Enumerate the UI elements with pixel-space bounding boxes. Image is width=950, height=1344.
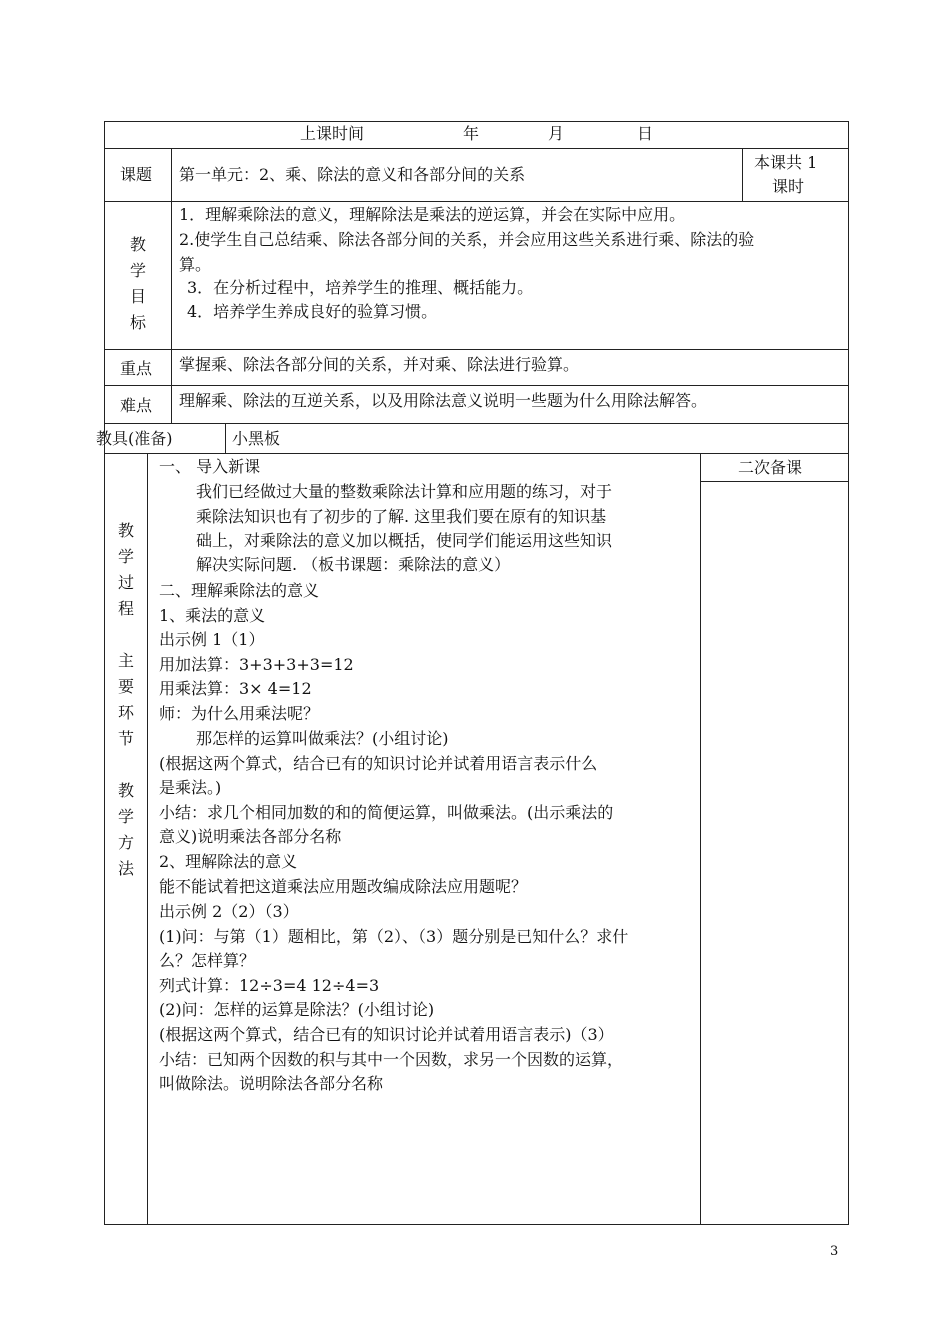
process-line: 师：为什么用乘法呢？ [159, 704, 320, 723]
process-side-spacer [114, 752, 138, 778]
process-line: 一、 导入新课 [159, 457, 261, 476]
goal-line: 算。 [179, 255, 212, 274]
process-side-char: 学 [117, 807, 134, 826]
key-point-label: 重点 [120, 359, 153, 378]
table-rule [104, 148, 849, 149]
table-col-divider [700, 453, 701, 1225]
goal-line: 2.使学生自己总结乘、除法各部分间的关系，并会应用这些关系进行乘、除法的验 [179, 230, 755, 249]
table-rule [104, 349, 849, 350]
key-point-value: 掌握乘、除法各部分间的关系，并对乘、除法进行验算。 [179, 355, 580, 374]
class-time-label: 上课时间 [300, 124, 365, 143]
process-line: 那怎样的运算叫做乘法？(小组讨论) [196, 729, 449, 748]
process-side-char: 环 [117, 703, 134, 722]
prep-label: 教具(准备) [96, 429, 173, 448]
process-line: 用加法算：3+3+3+3=12 [159, 655, 354, 674]
table-border-bottom [104, 1224, 849, 1225]
process-line: 能不能试着把这道乘法应用题改编成除法应用题呢？ [159, 877, 528, 896]
topic-value: 第一单元：2、乘、除法的意义和各部分间的关系 [179, 165, 526, 184]
process-line: 列式计算：12÷3=4 12÷4=3 [159, 976, 380, 995]
month-label: 月 [548, 124, 565, 143]
goal-line: 3．在分析过程中，培养学生的推理、概括能力。 [187, 278, 534, 297]
page-number: 3 [830, 1244, 839, 1259]
process-side-char: 方 [117, 833, 134, 852]
process-side-char: 法 [117, 859, 134, 878]
goal-line: 4．培养学生养成良好的验算习惯。 [187, 302, 438, 321]
table-rule [700, 481, 849, 482]
table-col-divider [742, 148, 743, 202]
process-line: 2、理解除法的意义 [159, 852, 298, 871]
table-col-divider [147, 453, 148, 1225]
process-side-char: 教 [117, 521, 134, 540]
process-line: 小结：已知两个因数的积与其中一个因数，求另一个因数的运算， [159, 1050, 624, 1069]
topic-label: 课题 [120, 165, 153, 184]
table-col-divider [225, 423, 226, 454]
process-line: (根据这两个算式，结合已有的知识讨论并试着用语言表示什么 [159, 754, 598, 773]
process-side-char: 学 [117, 547, 134, 566]
process-line: 我们已经做过大量的整数乘除法计算和应用题的练习，对于 [196, 482, 613, 501]
process-side-char: 节 [117, 729, 134, 748]
process-line: 用乘法算：3× 4=12 [159, 679, 312, 698]
process-side-char: 教 [117, 781, 134, 800]
lesson-count-line1: 本课共 1 [754, 153, 818, 172]
goals-label-char: 教 [129, 235, 146, 254]
goals-label-char: 目 [129, 287, 146, 306]
goal-line: 1．理解乘除法的意义，理解除法是乘法的逆运算，并会在实际中应用。 [179, 205, 686, 224]
table-border-left [104, 121, 105, 1225]
table-rule [104, 385, 849, 386]
difficulty-label: 难点 [120, 396, 153, 415]
table-rule [104, 453, 849, 454]
table-col-divider [171, 148, 172, 424]
goals-label [126, 232, 150, 336]
table-rule [104, 423, 849, 424]
process-line: 出示例 2（2）（3） [159, 902, 299, 921]
process-line: 出示例 1（1） [159, 630, 265, 649]
process-line: 么？怎样算？ [159, 951, 256, 970]
day-label: 日 [637, 124, 654, 143]
lesson-count-line2: 课时 [772, 177, 805, 196]
process-line: 是乘法。) [159, 778, 222, 797]
process-side-char: 主 [117, 651, 134, 670]
table-rule [104, 201, 849, 202]
process-line: 础上，对乘除法的意义加以概括，使同学们能运用这些知识 [196, 531, 613, 550]
second-prep-label: 二次备课 [738, 458, 803, 477]
process-line: 小结：求几个相同加数的和的简便运算，叫做乘法。(出示乘法的 [159, 803, 614, 822]
process-line: (2)问：怎样的运算是除法？(小组讨论) [159, 1000, 435, 1019]
process-side-char: 过 [117, 573, 134, 592]
process-side-char: 程 [117, 599, 134, 618]
process-line: 乘除法知识也有了初步的了解. 这里我们要在原有的知识基 [196, 507, 607, 526]
goals-label-char: 标 [129, 313, 146, 332]
process-line: 解决实际问题. （板书课题：乘除法的意义） [196, 555, 511, 574]
process-side-spacer [114, 622, 138, 648]
process-line: 1、乘法的意义 [159, 606, 266, 625]
process-line: 二、理解乘除法的意义 [159, 581, 320, 600]
process-line: (1)问：与第（1）题相比，第（2）、（3）题分别是已知什么？求什 [159, 927, 629, 946]
process-line: 叫做除法。说明除法各部分名称 [159, 1074, 384, 1093]
process-side-label [114, 518, 138, 882]
difficulty-value: 理解乘、除法的互逆关系，以及用除法意义说明一些题为什么用除法解答。 [179, 391, 708, 410]
goals-label-char: 学 [129, 261, 146, 280]
year-label: 年 [463, 124, 480, 143]
process-line: (根据这两个算式，结合已有的知识讨论并试着用语言表示)（3） [159, 1025, 614, 1044]
prep-value: 小黑板 [232, 429, 281, 448]
process-side-char: 要 [117, 677, 134, 696]
process-line: 意义)说明乘法各部分名称 [159, 827, 342, 846]
table-border-right [848, 121, 849, 1225]
